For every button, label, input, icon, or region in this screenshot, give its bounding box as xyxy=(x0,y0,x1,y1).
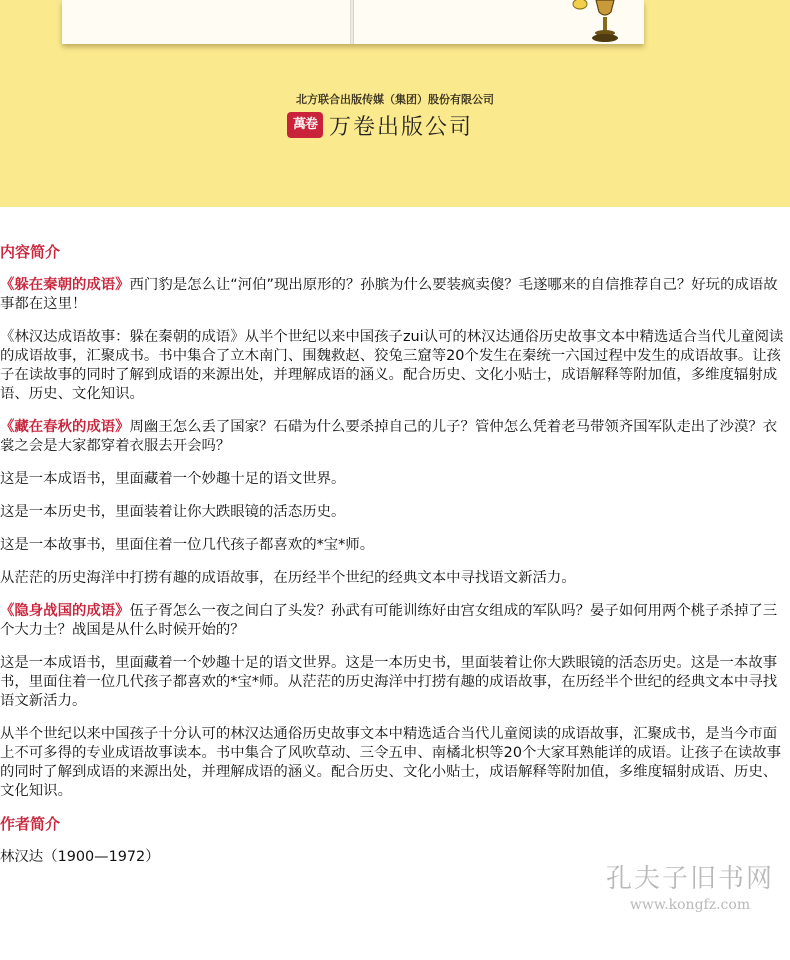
book3-desc: 伍子胥怎么一夜之间白了头发？孙武有可能训练好由宫女组成的军队吗？晏子如何用两个桃子杀掉了三个大力士？战国是从什么时候开始的？ xyxy=(0,603,778,638)
book2-title: 《藏在春秋的成语》 xyxy=(0,419,130,435)
book1-paragraph xyxy=(0,276,786,314)
book1-title: 《躲在秦朝的成语》 xyxy=(0,277,130,293)
publisher-banner xyxy=(0,0,790,207)
line-idiom-book: 这是一本成语书，里面藏着一个妙趣十足的语文世界。 xyxy=(0,471,346,487)
book3-paragraph xyxy=(0,602,786,640)
line-history-book: 这是一本历史书，里面装着让你大跌眼镜的活态历史。 xyxy=(0,504,346,520)
book-cover-image xyxy=(62,0,644,44)
lamp-illustration-icon xyxy=(570,0,620,44)
publisher-logo-icon: 萬卷 xyxy=(287,112,323,138)
book3-title: 《隐身战国的成语》 xyxy=(0,603,130,619)
line-story-book: 这是一本故事书，里面住着一位几代孩子都喜欢的*宝*师。 xyxy=(0,537,375,553)
watermark-url: www.kongfz.com xyxy=(629,897,751,913)
combined-paragraph: 这是一本成语书，里面藏着一个妙趣十足的语文世界。这是一本历史书，里面装着让你大跌眼镜的活态历史。这是一本故事书，里面住着一位几代孩子都喜欢的*宝*师。从茫茫的历史海洋中打捞有趣的成语故事，在历经半个世纪的经典文本中寻找语文新活力。 xyxy=(0,655,778,709)
book2-paragraph xyxy=(0,418,786,456)
publisher-logo-row xyxy=(287,110,473,140)
watermark-text: 孔夫子旧书网 xyxy=(605,864,774,894)
final-paragraph: 从半个世纪以来中国孩子十分认可的林汉达通俗历史故事文本中精选适合当代儿童阅读的成语故事，汇聚成书，是当今市面上不可多得的专业成语故事读本。书中集合了风吹草动、三令五申、南橘北枳等20个大家耳熟能详的成语。让孩子在读故事的同时了解到成语的来源出处，并理解成语的涵义。配合历史、文化小贴士，成语解释等附加值，多维度辐射成语、历史、文化知识。 xyxy=(0,726,782,799)
author-heading: 作者简介 xyxy=(0,815,61,833)
product-description xyxy=(0,243,786,881)
author-name-dates: 林汉达（1900—1972） xyxy=(0,849,160,865)
site-watermark xyxy=(600,858,780,913)
publisher-group-name: 北方联合出版传媒（集团）股份有限公司 xyxy=(296,93,494,106)
line-salvage: 从茫茫的历史海洋中打捞有趣的成语故事，在历经半个世纪的经典文本中寻找语文新活力。 xyxy=(0,570,576,586)
book2-desc: 周幽王怎么丢了国家？石碏为什么要杀掉自己的儿子？管仲怎么凭着老马带领齐国军队走出了沙漠？衣裳之会是大家都穿着衣服去开会吗？ xyxy=(0,419,778,454)
publisher-name: 万卷出版公司 xyxy=(329,114,474,140)
series-paragraph: 《林汉达成语故事：躲在秦朝的成语》从半个世纪以来中国孩子zui认可的林汉达通俗历史故事文本中精选适合当代儿童阅读的成语故事，汇聚成书。书中集合了立木南门、围魏救赵、狡兔三窟等20个发生在秦统一六国过程中发生的成语故事。让孩子在读故事的同时了解到成语的来源出处，并理解成语的涵义。配合历史、文化小贴士，成语解释等附加值，多维度辐射成语、历史、文化知识。 xyxy=(0,329,784,402)
intro-heading: 内容简介 xyxy=(0,243,61,261)
book1-desc: 西门豹是怎么让“河伯”现出原形的？孙膑为什么要装疯卖傻？毛遂哪来的自信推荐自己？好玩的成语故事都在这里！ xyxy=(0,277,778,312)
book-spine xyxy=(350,0,354,44)
